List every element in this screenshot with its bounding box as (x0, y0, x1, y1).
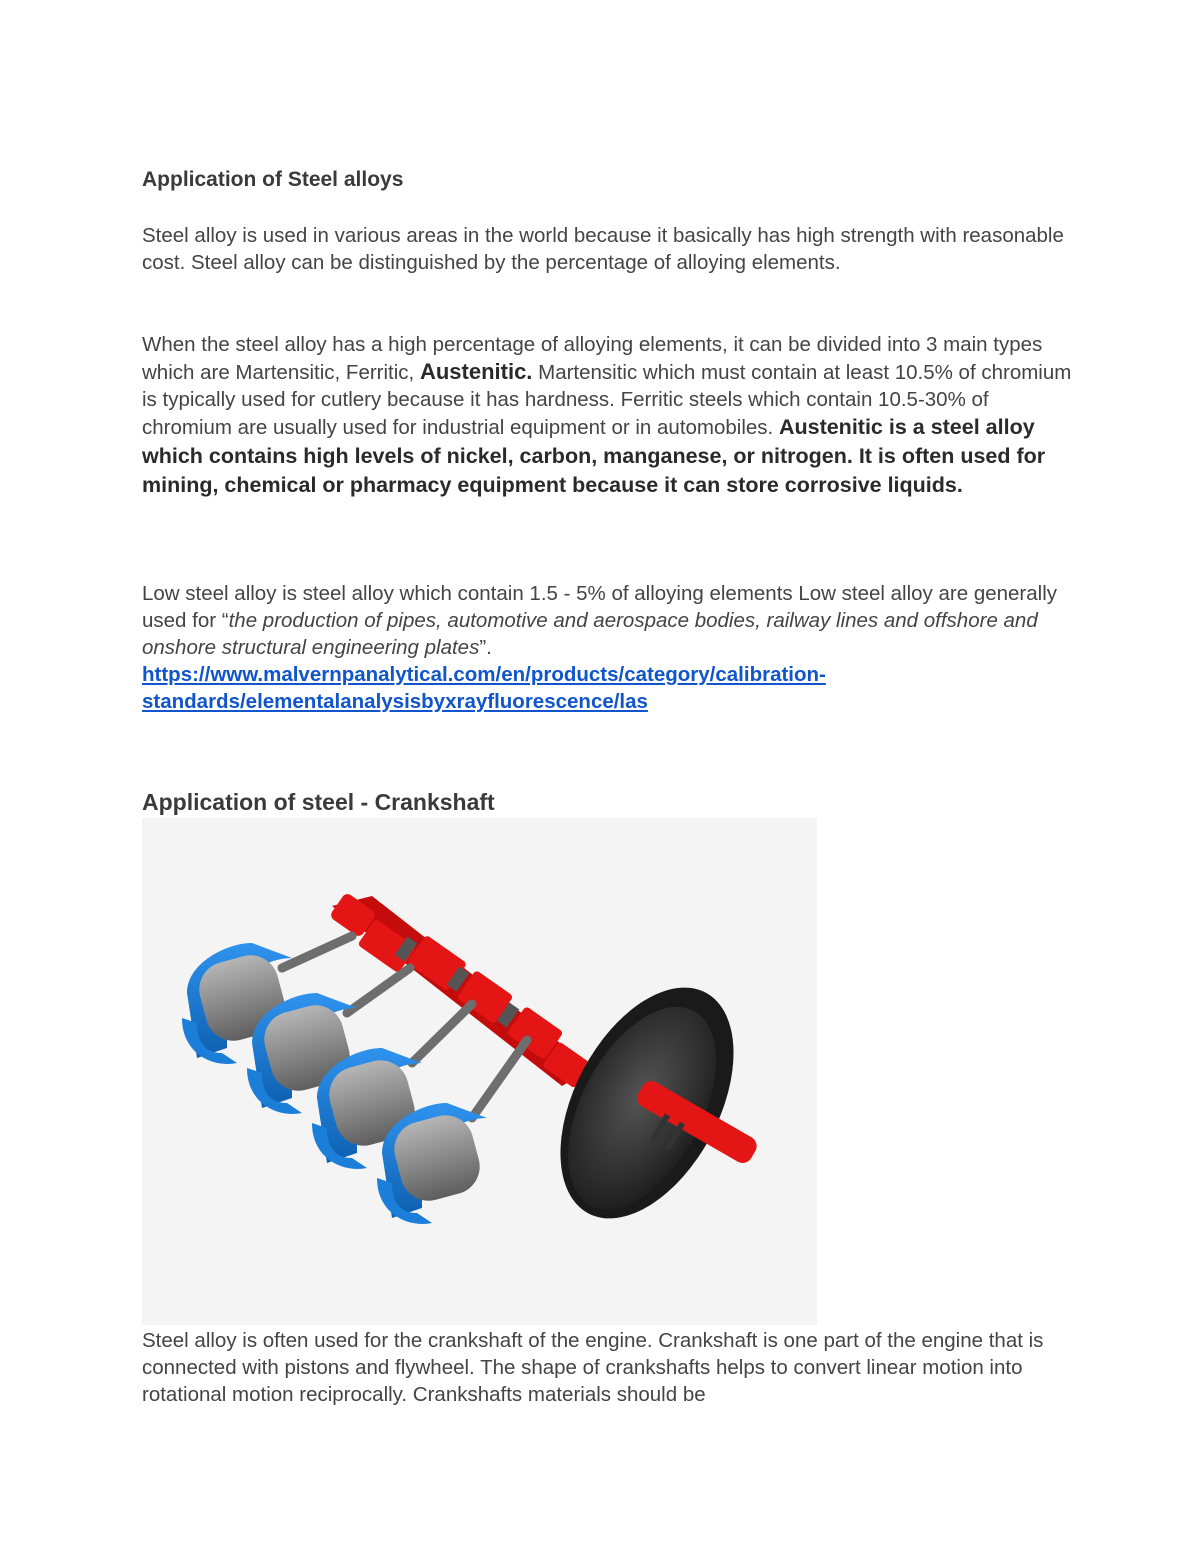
text-run: Martensitic which must contain at least 10.5% of chromium is typically used for cutlery because it has hardness. Ferritic steels which contain 10.5-30% of chromium are usually used for industrial equipment or in automobiles. (142, 361, 1072, 439)
text-run: ”. (479, 636, 492, 659)
quote-text: the production of pipes, automotive and aerospace bodies, railway lines and offshore and onshore structural engineering plates (142, 609, 1038, 659)
source-link[interactable] (142, 661, 1072, 715)
paragraph-high-alloy-types (142, 331, 1072, 500)
text-run: Low steel alloy is steel alloy which contain 1.5 - 5% of alloying elements Low steel alloy are generally used for “ (142, 582, 1058, 632)
source-link-line-2: standards/elementalanalysisbyxrayfluorescence/las (142, 690, 648, 713)
source-link-line-1: https://www.malvernpanalytical.com/en/products/category/calibration- (142, 663, 826, 686)
paragraph-crankshaft: Steel alloy is often used for the crankshaft of the engine. Crankshaft is one part of the engine that is connected with pistons and flywheel. The shape of crankshafts helps to convert linear motion into rotational motion reciprocally. Crankshafts materials should be (142, 1329, 1044, 1406)
text-run-austenitic: Austenitic. (419, 359, 533, 384)
text-run: When the steel alloy has a high percentage of alloying elements, it can be divided into 3 main types which are Martensitic, Ferritic, (142, 333, 1043, 384)
text-run-austenitic-description: Austenitic is a steel alloy which contains high levels of nickel, carbon, manganese, or nitrogen. It is often used for mining, chemical or pharmacy equipment because it can store corrosive liquids. (142, 415, 1046, 497)
section-title-steel-alloys: Application of Steel alloys (142, 168, 404, 191)
crankshaft-svg (142, 818, 817, 1325)
section-title-crankshaft: Application of steel - Crankshaft (142, 789, 495, 815)
paragraph-steel-alloy-intro: Steel alloy is used in various areas in the world because it basically has high strength with reasonable cost. Steel alloy can be distinguished by the percentage of alloying elements. (142, 224, 1064, 274)
crankshaft-illustration (142, 818, 817, 1325)
paragraph-low-steel-alloy (142, 580, 1072, 715)
